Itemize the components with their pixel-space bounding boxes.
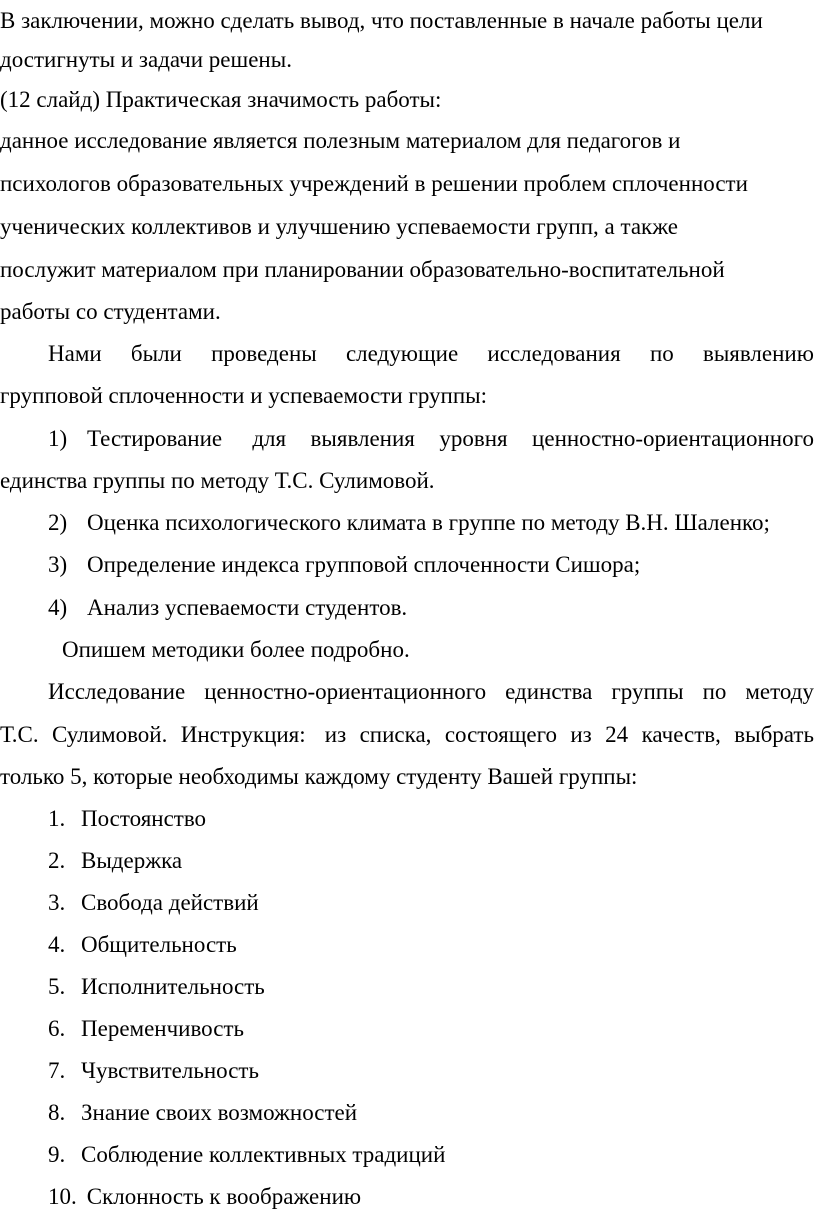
word: Тестирование <box>87 426 228 451</box>
word: Т.С. <box>0 722 39 747</box>
significance-line-1: данное исследование является полезным материалом для педагогов и <box>0 128 681 153</box>
study-number: 1) <box>48 426 68 451</box>
study-item-1-line-2: единства группы по методу Т.С. Сулимовой. <box>0 468 435 493</box>
list-text: Общительность <box>81 932 237 957</box>
list-item <box>0 1092 816 1134</box>
list-item <box>0 1008 816 1050</box>
study-item-1-line-1 <box>87 418 814 460</box>
word: 24 <box>605 722 629 747</box>
word: по <box>649 341 674 366</box>
word: для <box>252 426 287 451</box>
list-item <box>0 1050 816 1092</box>
word: были <box>130 341 182 366</box>
word: ценностно-ориентационного <box>532 426 814 451</box>
word: единства <box>505 679 593 704</box>
study-text: Определение индекса групповой сплоченности Сишора; <box>87 552 641 577</box>
word: Нами <box>48 341 102 366</box>
slide-heading: (12 слайд) Практическая значимость работы: <box>0 87 442 112</box>
list-item <box>0 798 816 840</box>
intro-line-2: достигнуты и задачи решены. <box>0 47 292 72</box>
list-number: 2. <box>48 848 66 873</box>
word: по <box>702 679 727 704</box>
list-text: Чувствительность <box>81 1058 259 1083</box>
word: методу <box>745 679 814 704</box>
list-number: 4. <box>48 932 66 957</box>
list-text: Выдержка <box>81 848 183 873</box>
list-item <box>0 1176 816 1218</box>
list-text: Соблюдение коллективных традиций <box>81 1142 446 1167</box>
word: списка, <box>359 722 432 747</box>
word: уровня <box>439 426 508 451</box>
significance-line-5: работы со студентами. <box>0 299 221 324</box>
significance-line-4: послужит материалом при планировании образовательно-воспитательной <box>0 257 725 282</box>
word: Инструкция: <box>180 722 312 747</box>
intro-line-1: В заключении, можно сделать вывод, что поставленные в начале работы цели <box>0 8 763 33</box>
list-item <box>0 882 816 924</box>
significance-line-2: психологов образовательных учреждений в решении проблем сплоченности <box>0 171 748 196</box>
list-text: Свобода действий <box>81 890 259 915</box>
studies-para-line-2: групповой сплоченности и успеваемости группы: <box>0 383 487 408</box>
word: группы <box>611 679 684 704</box>
study-item-4 <box>0 587 816 629</box>
study-number: 4) <box>48 595 68 620</box>
list-number: 1. <box>48 806 66 831</box>
study-text: Оценка психологического климата в группе по методу В.Н. Шаленко; <box>87 510 770 535</box>
describe-methods: Опишем методики более подробно. <box>62 637 410 662</box>
list-number: 7. <box>48 1058 66 1083</box>
list-text: Постоянство <box>81 806 207 831</box>
significance-line-3: ученических коллективов и улучшению успеваемости групп, а также <box>0 214 679 239</box>
study-number: 3) <box>48 552 68 577</box>
list-item <box>0 966 816 1008</box>
list-item <box>0 840 816 882</box>
word: состоящего <box>444 722 557 747</box>
word: выявления <box>310 426 415 451</box>
study-item-1 <box>0 418 816 460</box>
word: проведены <box>211 341 317 366</box>
word: следующие <box>345 341 459 366</box>
list-item <box>0 924 816 966</box>
method-para-line-2 <box>0 714 814 756</box>
list-number: 6. <box>48 1016 66 1041</box>
study-text: Анализ успеваемости студентов. <box>87 595 408 620</box>
word: выявлению <box>702 341 814 366</box>
list-number: 5. <box>48 974 66 999</box>
study-number: 2) <box>48 510 68 535</box>
study-item-2 <box>0 502 816 544</box>
list-number: 3. <box>48 890 66 915</box>
list-number: 10. <box>48 1184 77 1209</box>
word: ценностно-ориентационного <box>204 679 487 704</box>
list-item <box>0 1134 816 1176</box>
list-text: Исполнительность <box>81 974 265 999</box>
list-number: 8. <box>48 1100 66 1125</box>
method-para-line-1 <box>48 671 814 713</box>
studies-para-line-1 <box>48 333 814 375</box>
list-text: Переменчивость <box>81 1016 244 1041</box>
study-item-3 <box>0 544 816 586</box>
word: из <box>570 722 592 747</box>
word: Исследование <box>48 679 186 704</box>
list-text: Знание своих возможностей <box>81 1100 358 1125</box>
word: исследования <box>487 341 621 366</box>
word: качеств, <box>641 722 721 747</box>
method-para-line-3: только 5, которые необходимы каждому студенту Вашей группы: <box>0 764 638 789</box>
list-number: 9. <box>48 1142 66 1167</box>
word: выбрать <box>734 722 814 747</box>
word: из <box>324 722 347 747</box>
list-text: Склонность к воображению <box>81 1184 362 1209</box>
word: Сулимовой. <box>51 722 168 747</box>
